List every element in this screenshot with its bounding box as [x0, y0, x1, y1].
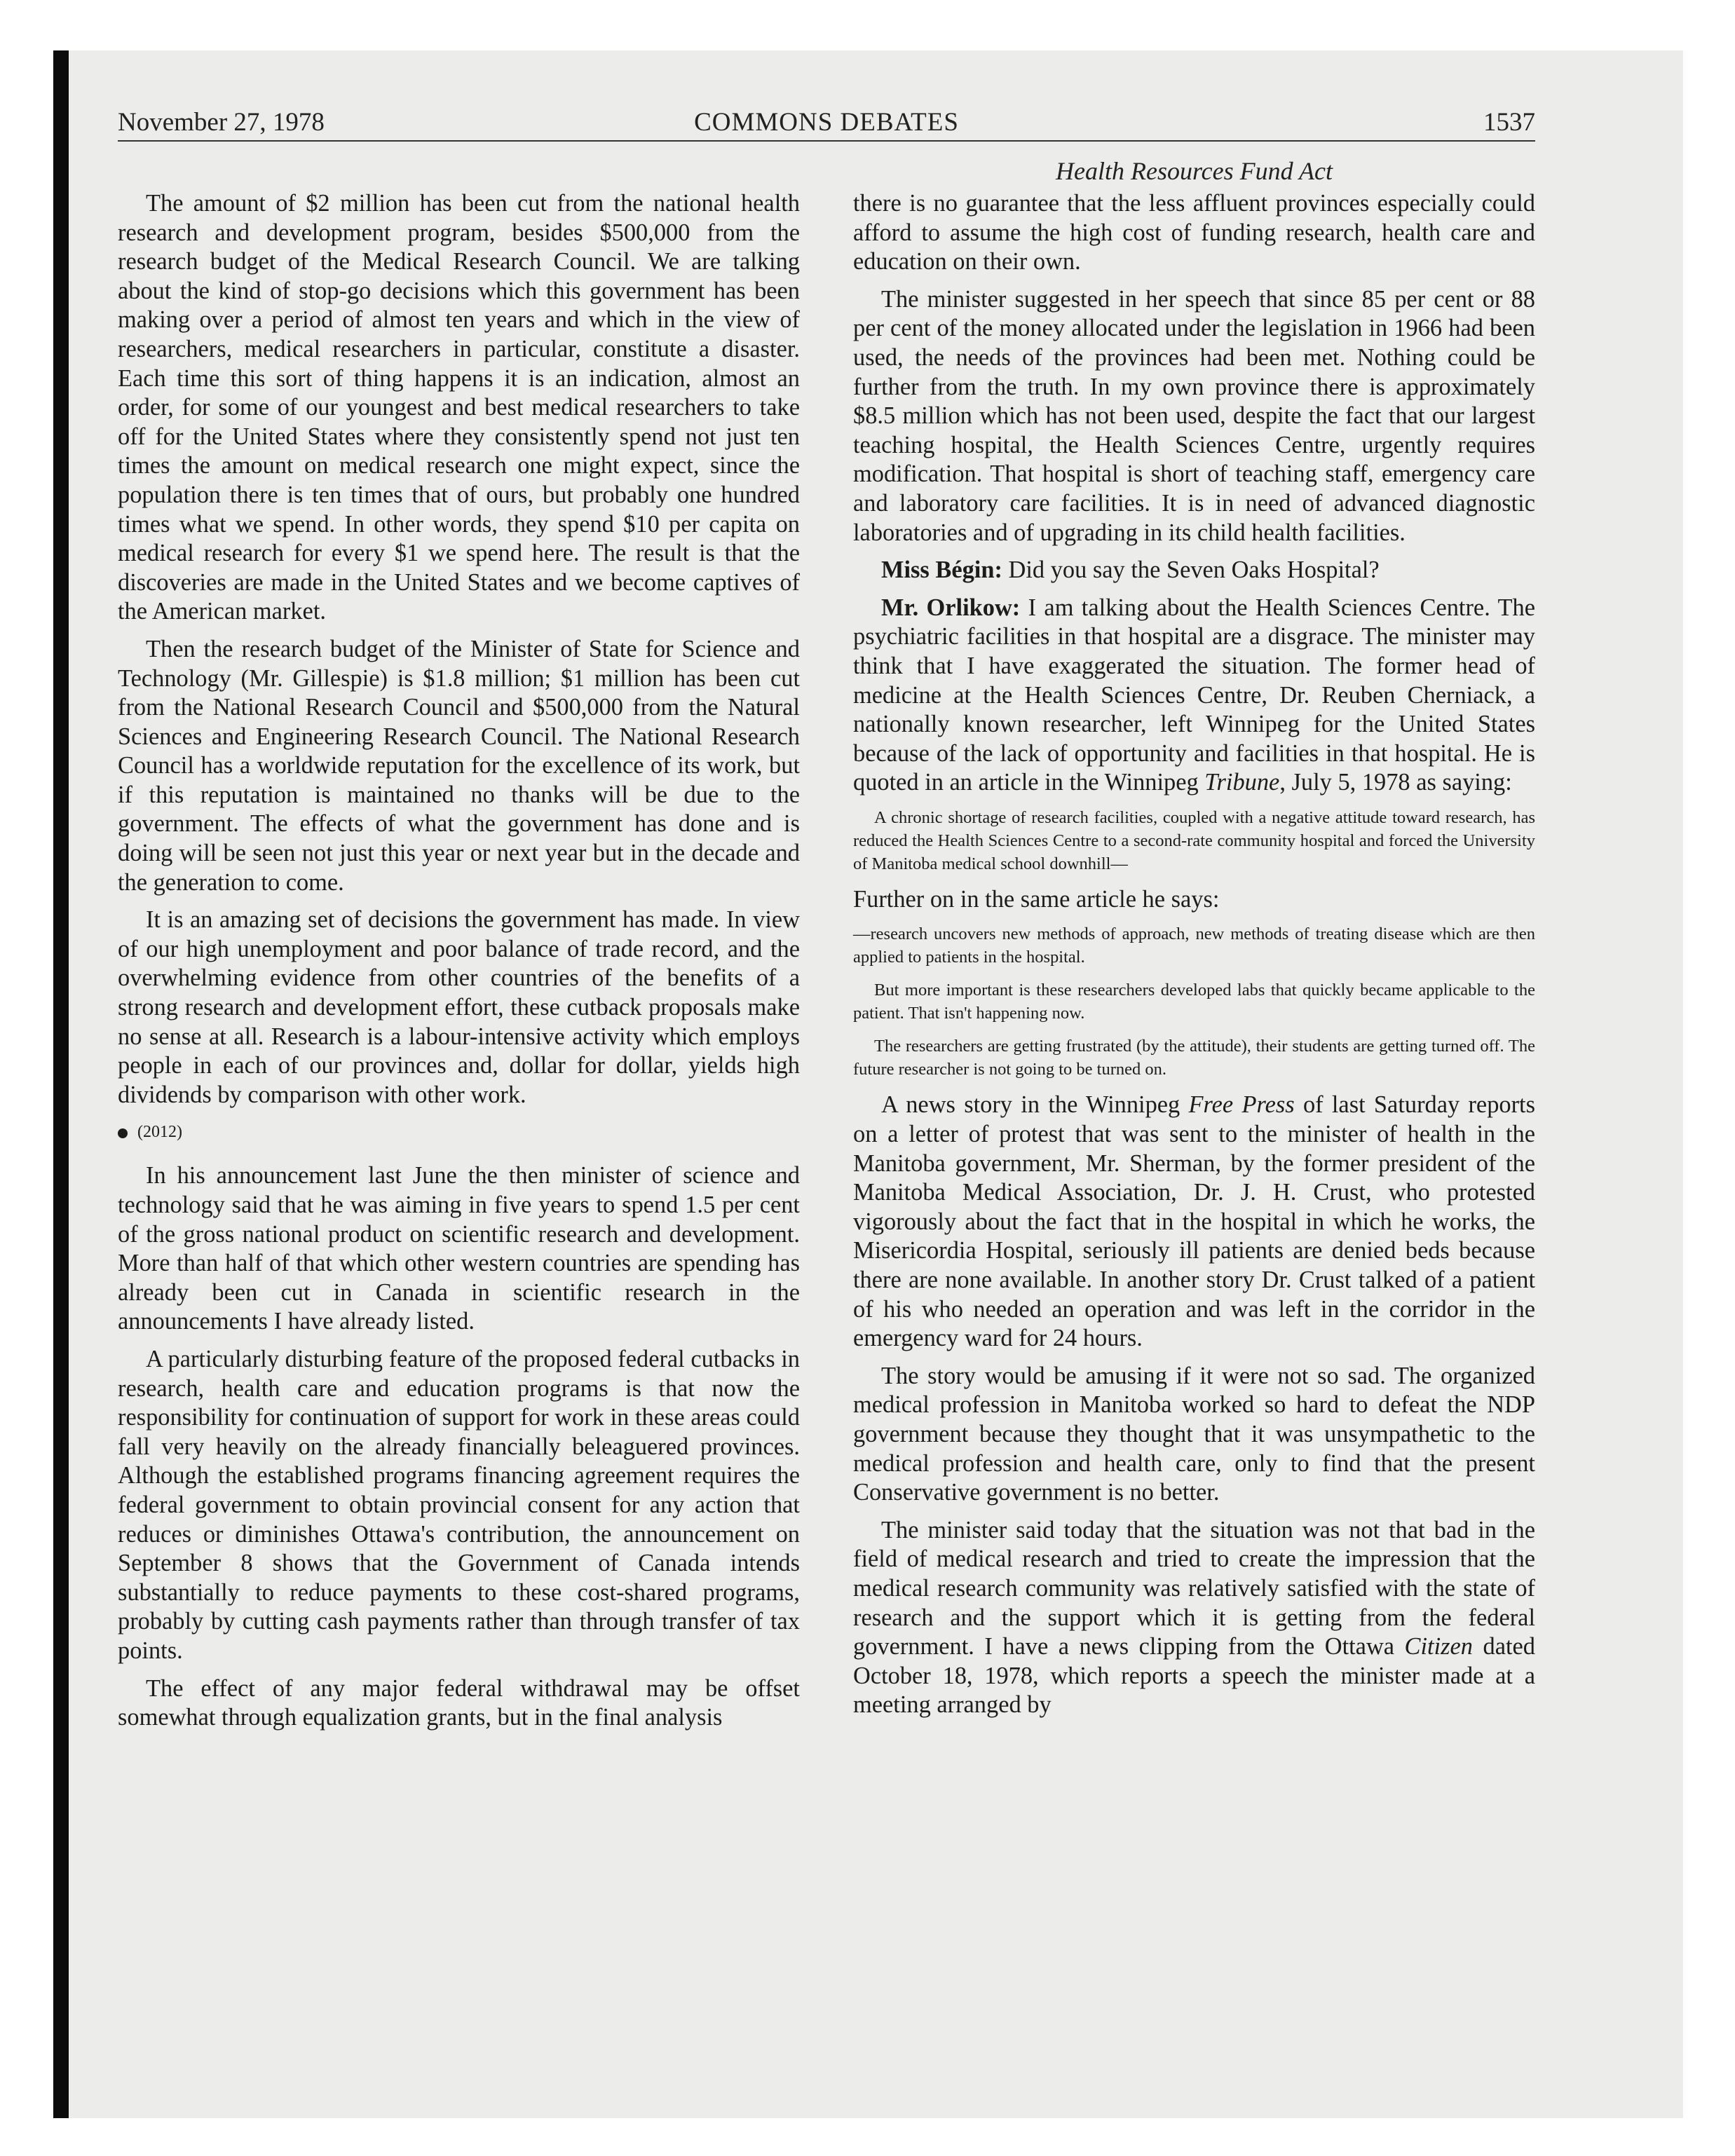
left-paragraph-1: The amount of $2 million has been cut from the national health research and development program, besides $500,000 from the research budget of the Medical Research Council. We are talking about the kind of stop-go decisions which this government has been making over a period of almost ten years and which in the view of researchers, medical researchers in particular, constitute a disaster. Each time this sort of thing happens it is an indication, almost an order, for some of our youngest and best medical researchers to take off for the United States where they consistently spend not just ten times the amount on medical research one might expect, since the population there is ten times that of ours, but probably one hundred times what we spend. In other words, they spend $10 per capita on medical research for every $1 we spend here. The result is that the discoveries are made in the United States and we become captives of the American market. — [118, 190, 800, 625]
newspaper-name: Tribune — [1204, 769, 1280, 796]
paragraph-text: of last Saturday reports on a letter of protest that was sent to the minister of health in the Manitoba government, Mr. Sherman, by the former president of the Manitoba Medical Association, Dr. J. H. Crust, who protested vigorously about the fact that in the hospital in which he works, the Misericordia Hospital, seriously ill patients are denied beds because there are none available. In another story Dr. Crust talked of a patient of his who needed an operation and was left in the corridor in the emergency ward for 24 hours. — [853, 1091, 1535, 1352]
left-paragraph-2: Then the research budget of the Minister of State for Science and Technology (Mr. Gillespie) is $1.8 million; $1 million has been cut from the National Research Council and $500,000 from the Natural Sciences and Engineering Research Council. The National Research Council has a worldwide reputation for the excellence of its work, but if this reputation is maintained no thanks will be due to the government. The effects of what the government has done and is doing will be seen not just this year or next year but in the decade and the generation to come. — [118, 635, 800, 896]
speaker-name: Mr. Orlikow: — [881, 594, 1021, 621]
right-paragraph-4: The story would be amusing if it were not so sad. The organized medical profession in Manitoba worked so hard to defeat the NDP government because they thought that it was unsympathetic to the medical profession and health care, only to find that the present Conservative government is no better. — [853, 1362, 1535, 1506]
speech-text: Did you say the Seven Oaks Hospital? — [1008, 557, 1380, 584]
page-header — [118, 107, 1535, 139]
speech-begin — [853, 556, 1535, 585]
left-paragraph-4: In his announcement last June the then minister of science and technology said that he was aiming in five years to spend 1.5 per cent of the gross national product on scientific research and development. More than half of that which other western countries are spending has already been cut in Canada in scientific research in the announcements I have already listed. — [118, 1162, 800, 1335]
left-paragraph-6: The effect of any major federal withdrawal may be offset somewhat through equalization grants, but in the final analysis — [118, 1674, 800, 1731]
right-column — [853, 189, 1535, 1728]
paragraph-text: A news story in the Winnipeg — [881, 1091, 1181, 1119]
block-quote-2: —research uncovers new methods of approach, new methods of treating disease which are then applied to patients in the hospital. — [853, 925, 1535, 967]
block-quote-1: A chronic shortage of research facilities, coupled with a negative attitude toward research, has reduced the Health Sciences Centre to a second-rate community hospital and forced the University of Manitoba medical school downhill— — [853, 807, 1535, 873]
left-column — [118, 189, 800, 1741]
block-quote-3: But more important is these researchers developed labs that quickly became applicable to the patient. That isn't happening now. — [853, 981, 1535, 1023]
speaker-name: Miss Bégin: — [881, 557, 1002, 584]
newspaper-name: Citizen — [1404, 1633, 1473, 1660]
left-paragraph-3: It is an amazing set of decisions the government has made. In view of our high unemployment and poor balance of trade record, and the overwhelming evidence from other countries of the benefits of a strong research and development effort, these cutback proposals make no sense at all. Research is a labour-intensive activity which employs people in each of our provinces and, dollar for dollar, yields high dividends by comparison with other work. — [118, 906, 800, 1108]
left-paragraph-5: A particularly disturbing feature of the proposed federal cutbacks in research, health care and education programs is that now the responsibility for continuation of support for work in these areas could fall very heavily on the already financially beleaguered provinces. Although the established programs financing agreement requires the federal government to obtain provincial consent for any action that reduces or diminishes Ottawa's contribution, the announcement on September 8 shows that the Government of Canada intends substantially to reduce payments to these cost-shared programs, probably by cutting cash payments rather than through transfer of tax points. — [118, 1345, 800, 1664]
newspaper-name: Free Press — [1188, 1091, 1295, 1119]
right-paragraph-5 — [853, 1516, 1535, 1720]
right-paragraph-further: Further on in the same article he says: — [853, 885, 1220, 913]
running-title: Health Resources Fund Act — [1056, 157, 1333, 185]
header-rule — [118, 140, 1535, 142]
speech-orlikow — [853, 594, 1535, 798]
right-paragraph-1: there is no guarantee that the less affluent provinces especially could afford to assume the high cost of funding research, health care and education on their own. — [853, 190, 1535, 275]
block-quote-4: The researchers are getting frustrated (by the attitude), their students are getting turned off. The future researcher is not going to be turned on. — [853, 1037, 1535, 1079]
paragraph-text: dated October 18, 1978, which reports a speech the minister made at a meeting arranged by — [853, 1633, 1535, 1719]
right-paragraph-2: The minister suggested in her speech that since 85 per cent or 88 per cent of the money allocated under the legislation in 1966 had been used, the needs of the provinces had been met. Nothing could be further from the truth. In my own province there is approximately $8.5 million which has not been used, despite the fact that our largest teaching hospital, the Health Sciences Centre, urgently requires modification. That hospital is short of teaching staff, emergency care and laboratory care facilities. It is in need of advanced diagnostic laboratories and of upgrading in its child health facilities. — [853, 285, 1535, 546]
paragraph-text: The minister said today that the situation was not that bad in the field of medical research and tried to create the impression that the medical research community was relatively satisfied with the state of research and the support which it is getting from the federal government. I have a news clipping from the Ottawa — [853, 1516, 1535, 1660]
speech-text: I am talking about the Health Sciences Centre. The psychiatric facilities in that hospital are a disgrace. The minister may think that I have exaggerated the situation. The former head of medicine at the Health Sciences Centre, Dr. Reuben Cherniack, a nationally known researcher, left Winnipeg for the United States because of the lack of opportunity and facilities in that hospital. He is quoted in an article in the Winnipeg — [853, 594, 1535, 796]
time-marker-label: (2012) — [137, 1123, 182, 1142]
bullet-icon — [118, 1128, 128, 1138]
header-publication: COMMONS DEBATES — [694, 108, 959, 137]
right-paragraph-3 — [853, 1091, 1535, 1353]
header-page-number: 1537 — [1483, 108, 1535, 137]
binding-edge — [53, 50, 69, 2118]
time-marker — [118, 1118, 800, 1146]
header-date: November 27, 1978 — [118, 108, 325, 137]
speech-text: , July 5, 1978 as saying: — [1279, 769, 1512, 796]
